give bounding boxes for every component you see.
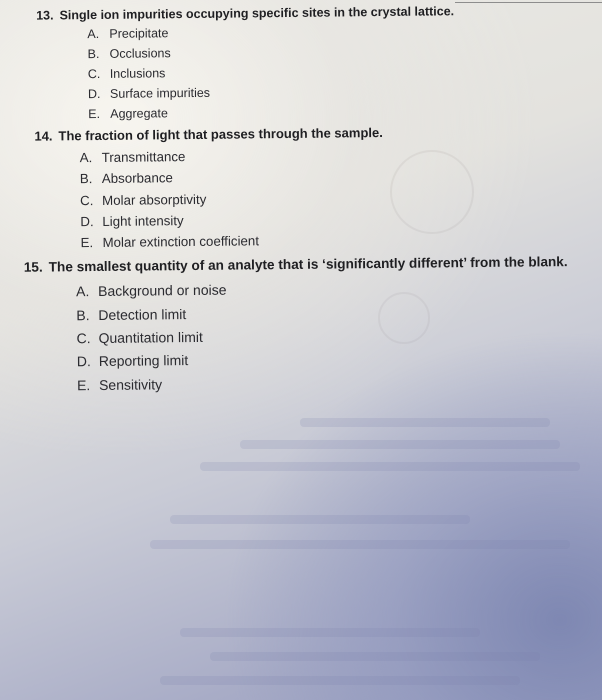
question-14-option-e[interactable] — [80, 233, 259, 250]
option-text: Absorbance — [101, 170, 173, 186]
option-letter: D. — [80, 214, 94, 230]
option-letter: C. — [87, 66, 101, 82]
question-14-option-c[interactable] — [80, 192, 206, 208]
option-text: Quantitation limit — [98, 328, 203, 346]
question-text: Single ion impurities occupying specific sites in the crystal lattice. — [59, 4, 455, 23]
question-15-option-d[interactable] — [77, 352, 189, 369]
question-14-option-a[interactable] — [80, 149, 186, 165]
question-13-option-b[interactable] — [87, 46, 170, 61]
option-letter: B. — [87, 46, 100, 62]
question-text: The fraction of light that passes through the sample. — [58, 124, 383, 144]
question-14-option-d[interactable] — [80, 213, 183, 229]
option-letter: C. — [80, 193, 94, 209]
option-letter: D. — [87, 86, 101, 102]
question-14-option-b[interactable] — [80, 170, 173, 186]
option-letter: A. — [79, 150, 93, 166]
question-number: 15. — [23, 259, 43, 275]
option-text: Detection limit — [98, 306, 187, 323]
option-letter: B. — [79, 171, 93, 187]
option-text: Sensitivity — [98, 376, 163, 393]
option-letter: C. — [76, 330, 91, 347]
option-text: Occlusions — [109, 46, 171, 61]
question-13-option-d[interactable] — [88, 86, 210, 101]
option-letter: B. — [76, 307, 90, 324]
question-13-option-c[interactable] — [88, 66, 166, 81]
option-text: Transmittance — [101, 149, 186, 165]
option-letter: D. — [76, 353, 91, 370]
question-13-prompt — [36, 4, 454, 22]
option-letter: E. — [88, 106, 101, 122]
option-text: Surface impurities — [109, 85, 211, 101]
option-letter: A. — [87, 26, 100, 42]
option-letter: E. — [80, 235, 94, 251]
question-text: The smallest quantity of an analyte that is ‘significantly different’ from the blank. — [48, 254, 568, 275]
question-13-option-e[interactable] — [88, 106, 168, 121]
question-15-option-a[interactable] — [76, 282, 227, 300]
option-text: Background or noise — [97, 281, 227, 299]
option-text: Precipitate — [109, 26, 169, 41]
option-letter: A. — [75, 283, 90, 300]
option-text: Aggregate — [110, 106, 168, 121]
question-15-option-c[interactable] — [76, 329, 202, 346]
option-text: Molar absorptivity — [102, 191, 207, 208]
question-number: 14. — [34, 128, 53, 144]
question-13-option-a[interactable] — [87, 26, 168, 41]
question-15-option-e[interactable] — [77, 376, 162, 393]
option-text: Molar extinction coefficient — [102, 233, 260, 250]
question-15-prompt — [24, 254, 568, 275]
question-number: 13. — [36, 8, 54, 23]
question-15-option-b[interactable] — [76, 306, 186, 323]
option-text: Reporting limit — [98, 352, 189, 369]
option-text: Light intensity — [102, 213, 184, 229]
option-text: Inclusions — [109, 66, 166, 81]
question-14-prompt — [34, 125, 383, 144]
option-letter: E. — [76, 377, 91, 394]
